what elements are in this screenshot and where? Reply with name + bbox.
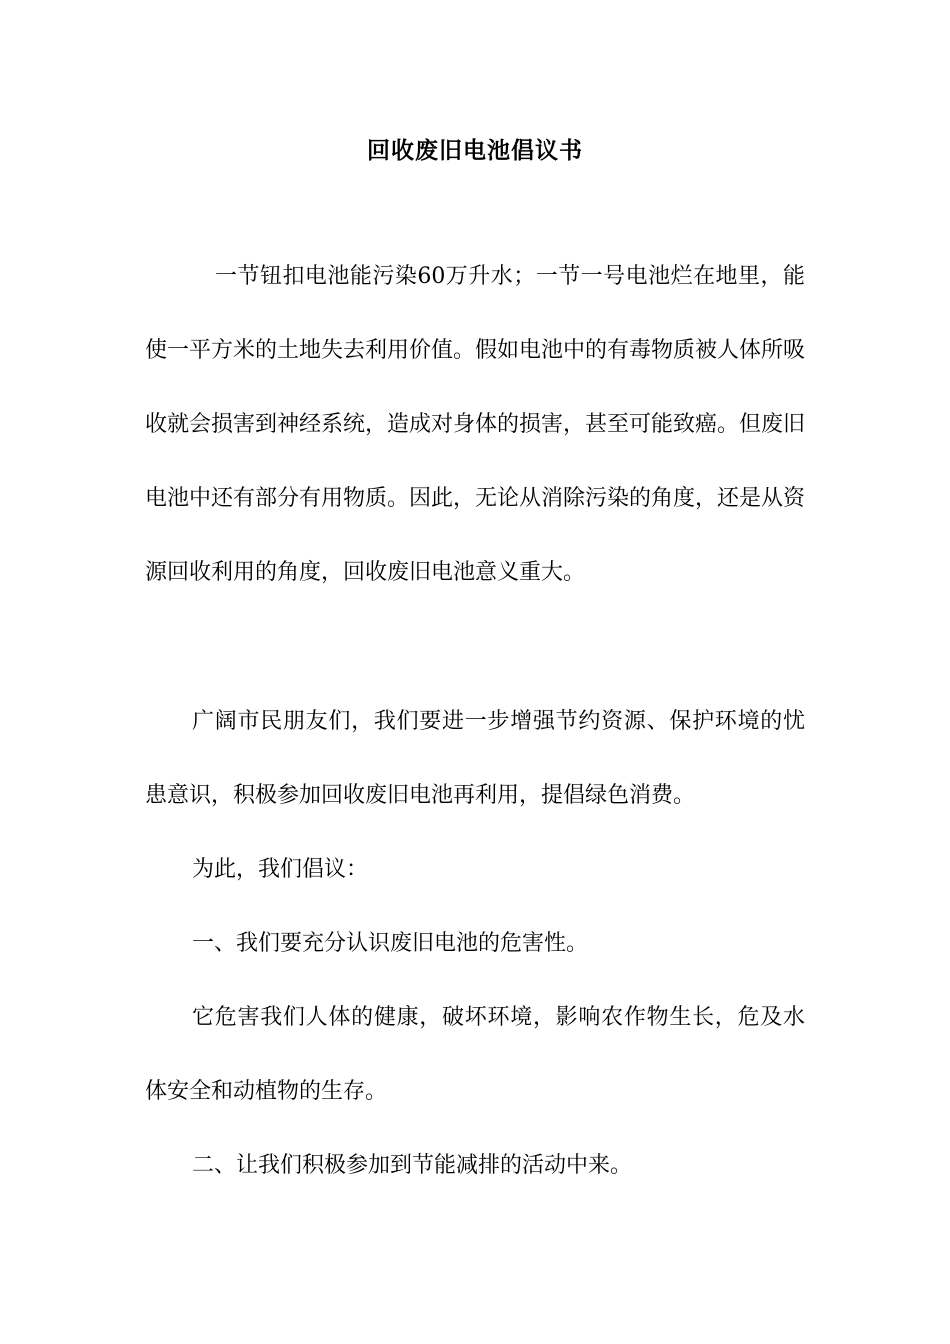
paragraph-proposal-one: 一、我们要充分认识废旧电池的危害性。	[192, 931, 589, 956]
document-title: 回收废旧电池倡议书	[367, 137, 583, 164]
paragraph-proposal-intro: 为此，我们倡议：	[192, 857, 369, 882]
paragraph-call-to-citizens: 广阔市民朋友们，我们要进一步增强节约资源、保护环境的忧患意识，积极参加回收废旧电池再利用，提倡绿色消费。	[145, 709, 805, 808]
paragraph-harm-details: 它危害我们人体的健康，破坏环境，影响农作物生长，危及水体安全和动植物的生存。	[145, 1005, 805, 1104]
paragraph-proposal-two: 二、让我们积极参加到节能减排的活动中来。	[192, 1153, 633, 1178]
paragraph-battery-pollution: 一节钮扣电池能污染60万升水；一节一号电池烂在地里，能使一平方米的土地失去利用价值。假如电池中的有毒物质被人体所吸收就会损害到神经系统，造成对身体的损害，甚至可能致癌。但废旧电池中还有部分有用物质。因此，无论从消除污染的角度，还是从资源回收利用的角度，回收废旧电池意义重大。	[145, 264, 806, 585]
